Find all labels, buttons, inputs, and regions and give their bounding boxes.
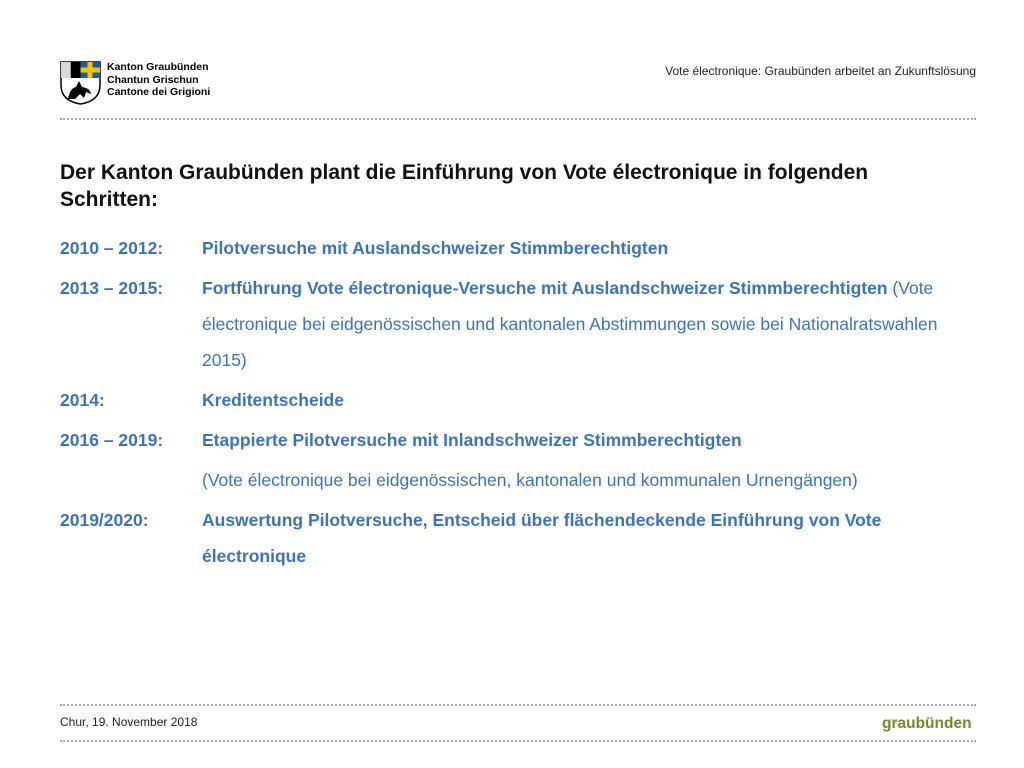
timeline-date: 2016 – 2019:: [60, 430, 164, 450]
slide-heading: Der Kanton Graubünden plant die Einführung von Vote électronique in folgenden Schritten:: [60, 161, 869, 211]
footer-date: Chur, 19. November 2018: [60, 715, 198, 729]
timeline-description: [202, 230, 980, 266]
timeline-row: [60, 230, 980, 266]
timeline-date: 2014:: [60, 390, 105, 410]
brand-logo-text: graubünden: [882, 715, 972, 732]
canton-name: [107, 61, 210, 99]
timeline-date: 2019/2020:: [60, 510, 149, 530]
timeline-row: [60, 382, 980, 418]
canton-name-it: Cantone dei Grigioni: [107, 86, 211, 98]
timeline-row: [60, 270, 980, 378]
timeline-text: Etappierte Pilotversuche mit Inlandschweizer Stimmberechtigten: [202, 430, 742, 450]
timeline-note: (Vote électronique bei eidgenössischen und kantonalen Abstimmungen sowie bei Nationalratswahlen 2015): [202, 278, 938, 370]
timeline-text: Fortführung Vote électronique-Versuche mit Auslandschweizer Stimmberechtigten: [202, 278, 888, 298]
canton-name-rm: Chantun Grischun: [107, 73, 199, 86]
timeline-row: [60, 502, 980, 574]
coat-of-arms-icon: [60, 61, 101, 105]
timeline-description: [202, 422, 980, 498]
timeline-note: (Vote électronique bei eidgenössischen, kantonalen und kommunalen Urnengängen): [202, 470, 858, 490]
timeline: [60, 230, 980, 578]
timeline-text: Pilotversuche mit Auslandschweizer Stimmberechtigten: [202, 238, 669, 258]
canton-name-de: Kanton Graubünden: [107, 61, 209, 73]
graubuenden-brand-logo: [882, 711, 978, 735]
timeline-description: [202, 270, 980, 378]
timeline-text: Kreditentscheide: [202, 390, 344, 410]
timeline-row: [60, 422, 980, 498]
timeline-text: Auswertung Pilotversuche, Entscheid über flächendeckende Einführung von Vote électronique: [202, 510, 882, 566]
timeline-description: [202, 502, 980, 574]
timeline-date: 2010 – 2012:: [60, 238, 164, 258]
header-divider: [60, 118, 976, 120]
presentation-title: Vote électronique: Graubünden arbeitet an Zukunftslösung: [665, 64, 976, 78]
canton-logo: [60, 61, 220, 107]
timeline-description: [202, 382, 980, 418]
footer-divider-top: [60, 704, 976, 706]
footer-divider-bottom: [60, 740, 976, 742]
timeline-date: 2013 – 2015:: [60, 278, 164, 298]
